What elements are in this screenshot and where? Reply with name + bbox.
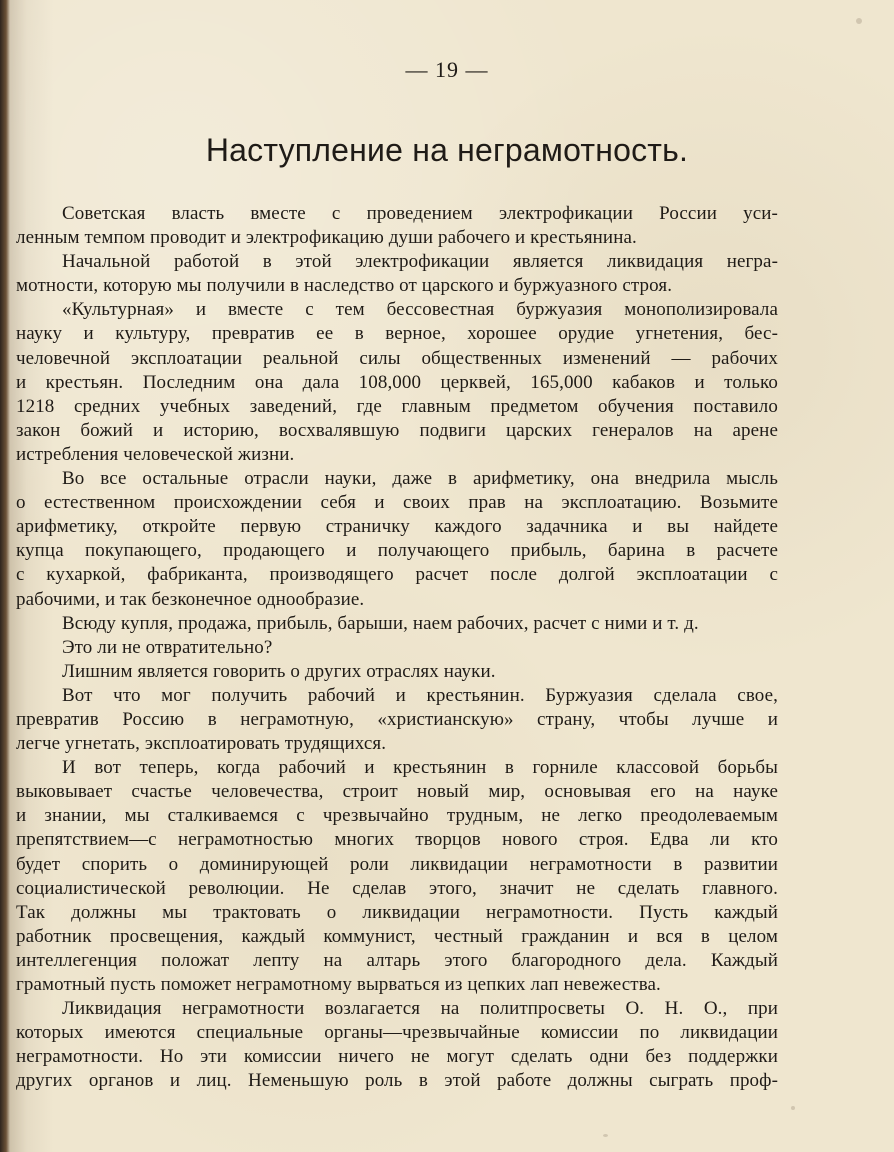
article-text [16,202,778,1093]
text-line: И вот теперь, когда рабочий и крестьянин в горниле классовой борьбы [62,757,778,779]
text-line: грамотный пусть поможет неграмотному вырваться из цепких лап невежества. [16,974,661,995]
page-title: Наступление на неграмотность. [205,132,689,168]
text-line: Начальной работой в этой электрофикации является ликвидация негра- [62,251,778,273]
text-line: легче угнетать, эксплоатировать трудящихся. [16,733,387,755]
paper-spot [791,1106,795,1110]
paper-spot [603,1134,608,1137]
text-line: истребления человеческой жизни. [16,443,295,465]
text-line: с кухаркой, фабриканта, производящего расчет после долгой эксплоатации с [16,564,778,586]
text-line: науку и культуру, превратив ее в верное, хорошее орудие угнетения, бес- [16,323,778,345]
text-line: рабочими, и так безконечное однообразие. [16,588,365,610]
text-line: превратив Россию в неграмотную, «христианскую» страну, чтобы лучше и [16,708,778,730]
text-line: мотности, которую мы получили в наследство от царского и буржуазного строя. [16,275,673,297]
text-line: неграмотности. Но эти комиссии ничего не могут сделать одни без поддержки [16,1046,778,1068]
text-line: социалистической революции. Не сделав этого, значит не сделать главного. [16,877,778,899]
text-line: купца покупающего, продающего и получающего прибыль, барина в расчете [16,540,778,562]
text-line: других органов и лиц. Неменьшую роль в этой работе должны сыграть проф- [16,1070,778,1092]
text-line: и крестьян. Последним она дала 108,000 церквей, 165,000 кабаков и только [16,371,778,393]
text-line: ленным темпом проводит и электрофикацию души рабочего и крестьянина. [16,227,637,249]
text-line: Советская власть вместе с проведением электрофикации России уси- [62,203,778,224]
page-binding-shadow [0,0,10,1152]
text-line: закон божий и историю, восхвалявшую подвиги царских генералов на арене [16,419,778,441]
text-line: 1218 средних учебных заведений, где главным предметом обучения поставило [16,395,778,417]
text-line: Вот что мог получить рабочий и крестьянин. Буржуазия сделала свое, [62,684,778,706]
text-line: «Культурная» и вместе с тем бессовестная буржуазия монополизировала [62,299,778,321]
text-line: человечной эксплоатации реальной силы общественных изменений — рабочих [16,347,778,369]
text-line: выковывает счастье человечества, строит новый мир, основывая его на науке [16,781,778,803]
text-line: Всюду купля, продажа, прибыль, барыши, наем рабочих, расчет с ними и т. д. [62,612,699,634]
text-line: Ликвидация неграмотности возлагается на политпросветы О. Н. О., при [62,998,778,1020]
page-number: — 19 — [405,57,489,82]
text-line: Это ли не отвратительно? [62,636,273,658]
paper-spot [856,18,862,24]
text-line: и знании, мы сталкиваемся с чрезвычайно трудным, не легко преодолеваемым [16,805,778,827]
text-line: препятствием—с неграмотностью многих творцов нового строя. Едва ли кто [16,829,778,851]
text-line: Так должны мы трактовать о ликвидации неграмотности. Пусть каждый [16,901,778,923]
text-line: арифметику, откройте первую страничку каждого задачника и вы найдете [16,516,778,538]
text-line: будет спорить о доминирующей роли ликвидации неграмотности в развитии [16,853,778,875]
text-line: Во все остальные отрасли науки, даже в арифметику, она внедрила мысль [62,468,778,490]
text-line: которых имеются специальные органы—чрезвычайные комиссии по ликвидации [16,1022,778,1044]
text-line: интеллегенция положат лепту на алтарь этого благородного дела. Каждый [16,949,778,971]
text-line: о естественном происхождении себя и своих прав на эксплоатацию. Возьмите [16,492,778,514]
text-line: работник просвещения, каждый коммунист, честный гражданин и вся в целом [16,925,778,947]
text-line: Лишним является говорить о других отраслях науки. [62,660,496,682]
